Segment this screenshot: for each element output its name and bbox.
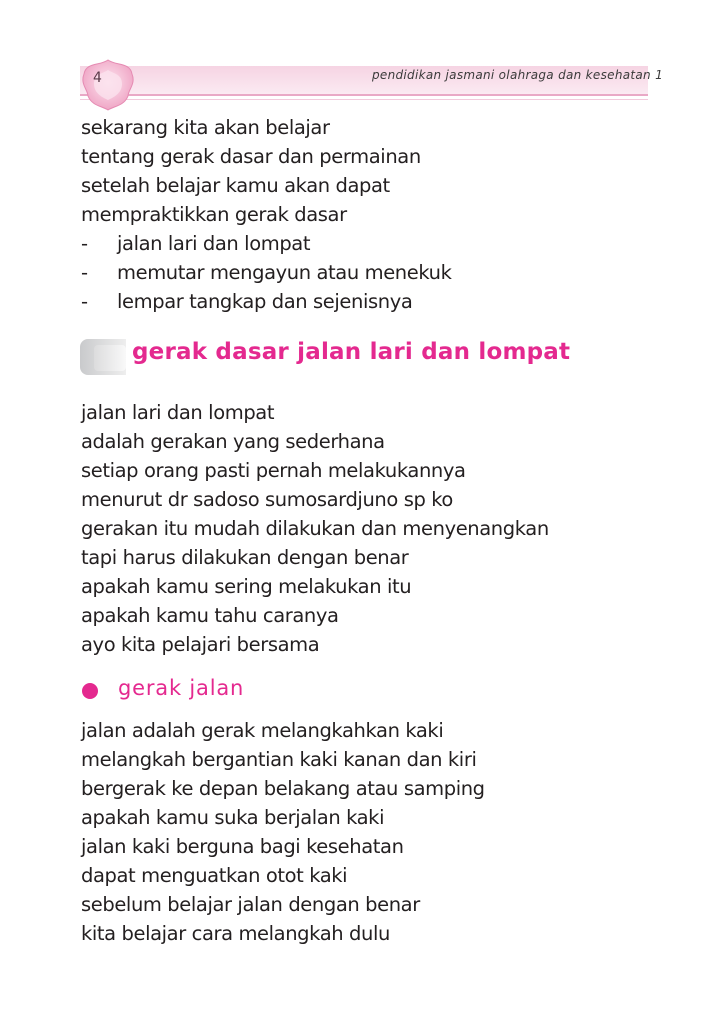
- bullet-dot-icon: [82, 683, 98, 699]
- section-line: tapi harus dilakukan dengan benar: [81, 546, 409, 569]
- section-line: adalah gerakan yang sederhana: [81, 430, 385, 453]
- section-line: menurut dr sadoso sumosardjuno sp ko: [81, 488, 453, 511]
- subsection-line: jalan kaki berguna bagi kesehatan: [81, 835, 404, 858]
- running-head: pendidikan jasmani olahraga dan kesehatan 1: [372, 68, 664, 82]
- subsection-line: melangkah bergantian kaki kanan dan kiri: [81, 748, 477, 771]
- intro-line: tentang gerak dasar dan permainan: [81, 145, 421, 168]
- intro-line: sekarang kita akan belajar: [81, 116, 330, 139]
- intro-line: setelah belajar kamu akan dapat: [81, 174, 390, 197]
- subsection-line: bergerak ke depan belakang atau samping: [81, 777, 485, 800]
- bullet-item: [81, 258, 452, 287]
- intro-line: mempraktikkan gerak dasar: [81, 203, 347, 226]
- bullet-item: [81, 287, 452, 316]
- header-divider: [80, 99, 648, 100]
- subsection-line: jalan adalah gerak melangkahkan kaki: [81, 719, 444, 742]
- bullet-text: memutar mengayun atau menekuk: [117, 261, 452, 284]
- subsection-line: apakah kamu suka berjalan kaki: [81, 806, 385, 829]
- subsection-line: dapat menguatkan otot kaki: [81, 864, 348, 887]
- section-line: setiap orang pasti pernah melakukannya: [81, 459, 466, 482]
- section-line: gerakan itu mudah dilakukan dan menyenangkan: [81, 517, 549, 540]
- subsection-line: kita belajar cara melangkah dulu: [81, 922, 390, 945]
- section-line: jalan lari dan lompat: [81, 401, 275, 424]
- bullet-marker: -: [81, 232, 88, 255]
- subsection-line: sebelum belajar jalan dengan benar: [81, 893, 420, 916]
- section-text: [81, 398, 549, 659]
- flower-badge-icon: [78, 56, 138, 112]
- section-line: apakah kamu sering melakukan itu: [81, 575, 412, 598]
- subsection-title: gerak jalan: [118, 676, 245, 700]
- bullet-marker: -: [81, 261, 88, 284]
- bullet-text: lempar tangkap dan sejenisnya: [117, 290, 413, 313]
- page-number: 4: [93, 70, 102, 86]
- bullet-text: jalan lari dan lompat: [117, 232, 311, 255]
- section-line: ayo kita pelajari bersama: [81, 633, 320, 656]
- section-heading: [80, 333, 571, 379]
- bullet-marker: -: [81, 290, 88, 313]
- section-line: apakah kamu tahu caranya: [81, 604, 339, 627]
- intro-text: [81, 113, 452, 316]
- section-title: gerak dasar jalan lari dan lompat: [132, 339, 571, 365]
- section-tab-inner: [94, 345, 126, 371]
- subsection-text: [81, 716, 485, 948]
- bullet-item: [81, 229, 452, 258]
